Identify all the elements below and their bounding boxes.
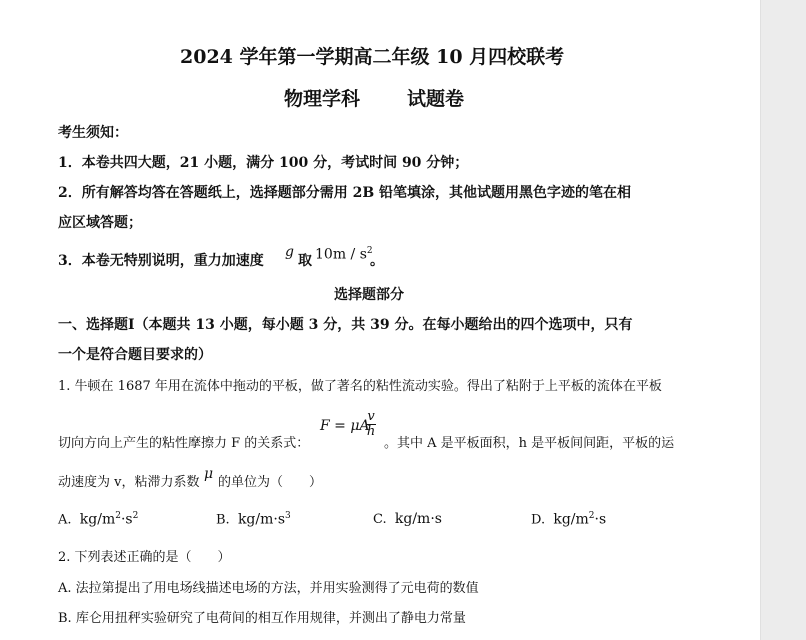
q1-line-3a: 动速度为 v，粘滞力系数 bbox=[58, 475, 200, 490]
q1-option-c: C. kg/m·s bbox=[373, 511, 442, 527]
q1-line-1: 1. 牛顿在 1687 年用在流体中拖动的平板，做了著名的粘性流动实验。得出了粘附于上平板的流体在平板 bbox=[58, 379, 662, 394]
q2-option-a: A. 法拉第提出了用电场线描述电场的方法，并用实验测得了元电荷的数值 bbox=[58, 581, 479, 596]
gravity-value: $10m / s^2$ bbox=[315, 246, 373, 263]
viewer-gutter bbox=[760, 0, 806, 640]
q1-formula-lhs: F = μA bbox=[320, 418, 370, 434]
section-title: 选择题部分 bbox=[334, 287, 404, 303]
q1-formula-numerator: v bbox=[367, 409, 375, 424]
notice-item-2: 2．所有解答均答在答题纸上，选择题部分需用 2B 铅笔填涂，其他试题用黑色字迹的笔在相 bbox=[58, 185, 632, 201]
q1-formula-fraction bbox=[366, 410, 376, 439]
subject-title: 物理学科 bbox=[284, 88, 361, 110]
q2-option-b: B. 库仑用扭秤实验研究了电荷间的相互作用规律，并测出了静电力常量 bbox=[58, 611, 466, 626]
notice-item-2-cont: 应区域答题； bbox=[58, 215, 142, 231]
notice-item-1: 1．本卷共四大题，21 小题，满分 100 分，考试时间 90 分钟； bbox=[58, 155, 469, 171]
q1-formula-denominator: h bbox=[366, 424, 376, 439]
gravity-symbol: g bbox=[285, 244, 294, 260]
notice-heading: 考生须知： bbox=[58, 125, 128, 141]
notice-item-3-take: 取 bbox=[298, 253, 312, 269]
part-heading: 一、选择题Ⅰ（本题共 13 小题，每小题 3 分，共 39 分。在每小题给出的四个选项中，只有 bbox=[58, 317, 633, 333]
q1-line-3b: 的单位为（ ） bbox=[218, 475, 323, 490]
q1-option-d: D. $kg/m^2\cdot s$ bbox=[531, 511, 607, 528]
q1-line-2a: 切向方向上产生的粘性摩擦力 F 的关系式： bbox=[58, 436, 310, 451]
exam-title: 2024 学年第一学期高二年级 10 月四校联考 bbox=[180, 46, 565, 68]
q1-line-2b: 。其中 A 是平板面积，h 是平板间间距，平板的运 bbox=[384, 436, 675, 451]
q1-option-b: B. $kg/m\cdot s^3$ bbox=[216, 511, 291, 528]
q2-stem: 2. 下列表述正确的是（ ） bbox=[58, 550, 231, 565]
q1-option-a: A. $kg/m^2\cdot s^2$ bbox=[58, 511, 139, 528]
notice-end-mark: 。 bbox=[370, 253, 384, 269]
mu-symbol: μ bbox=[204, 466, 214, 482]
paper-title: 试题卷 bbox=[407, 88, 465, 110]
notice-item-3: 3．本卷无特别说明，重力加速度 bbox=[58, 253, 264, 269]
part-heading-cont: 一个是符合题目要求的） bbox=[58, 347, 212, 363]
